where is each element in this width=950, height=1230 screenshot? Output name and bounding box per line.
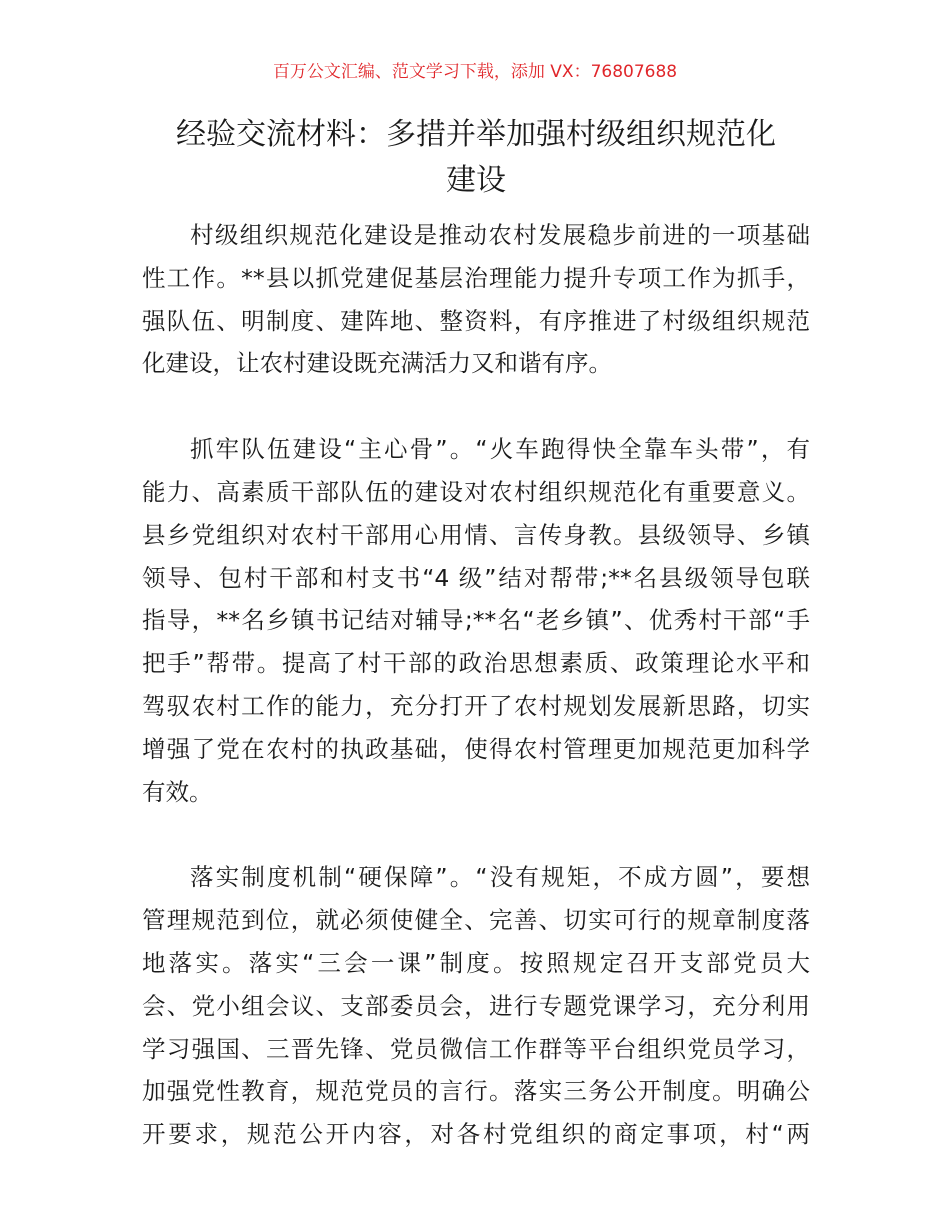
paragraph-line: 驾驭农村工作的能力，充分打开了农村规划发展新思路，切实 [142,691,810,720]
paragraph-line: 会、党小组会议、支部委员会，进行专题党课学习，充分利用 [142,991,810,1020]
paragraph-line: 把手”帮带。提高了村干部的政治思想素质、政策理论水平和 [142,649,810,678]
paragraph-line: 学习强国、三晋先锋、党员微信工作群等平台组织党员学习， [142,1034,810,1063]
title-line: 经验交流材料：多措并举加强村级组织规范化 [176,117,776,152]
watermark-banner: 百万公文汇编、范文学习下载，添加 VX：76807688 [272,62,678,82]
document-body [142,214,810,1199]
paragraph-line: 增强了党在农村的执政基础，使得农村管理更加规范更加科学 [142,734,810,763]
paragraph [142,214,810,385]
paragraph-line: 县乡党组织对农村干部用心用情、言传身教。县级领导、乡镇 [142,520,810,549]
paragraph [142,856,810,1156]
paragraph-line: 落实制度机制“硬保障”。“没有规矩，不成方圆”，要想 [190,863,810,892]
paragraph-line: 领导、包村干部和村支书“4 级”结对帮带;**名县级领导包联 [142,563,810,592]
paragraph [142,428,810,813]
paragraph-line: 抓牢队伍建设“主心骨”。“火车跑得快全靠车头带”，有 [190,435,810,464]
title-line: 建设 [446,163,506,198]
paragraph-line: 开要求，规范公开内容，对各村党组织的商定事项，村“两 [142,1120,810,1149]
paragraph-line: 有效。 [142,777,213,806]
paragraph-line: 指导，**名乡镇书记结对辅导;**名“老乡镇”、优秀村干部“手 [142,606,810,635]
paragraph-line: 化建设，让农村建设既充满活力又和谐有序。 [142,349,612,378]
paragraph-line: 地落实。落实“三会一课”制度。按照规定召开支部党员大 [142,948,810,977]
paragraph-line: 强队伍、明制度、建阵地、整资料，有序推进了村级组织规范 [142,306,810,335]
paragraph-line: 管理规范到位，就必须使健全、完善、切实可行的规章制度落 [142,906,810,935]
paragraph-line: 加强党性教育，规范党员的言行。落实三务公开制度。明确公 [142,1077,810,1106]
document-title [140,112,812,204]
paragraph-line: 性工作。**县以抓党建促基层治理能力提升专项工作为抓手， [142,263,810,292]
paragraph-line: 村级组织规范化建设是推动农村发展稳步前进的一项基础 [190,221,810,249]
paragraph-line: 能力、高素质干部队伍的建设对农村组织规范化有重要意义。 [142,477,810,506]
